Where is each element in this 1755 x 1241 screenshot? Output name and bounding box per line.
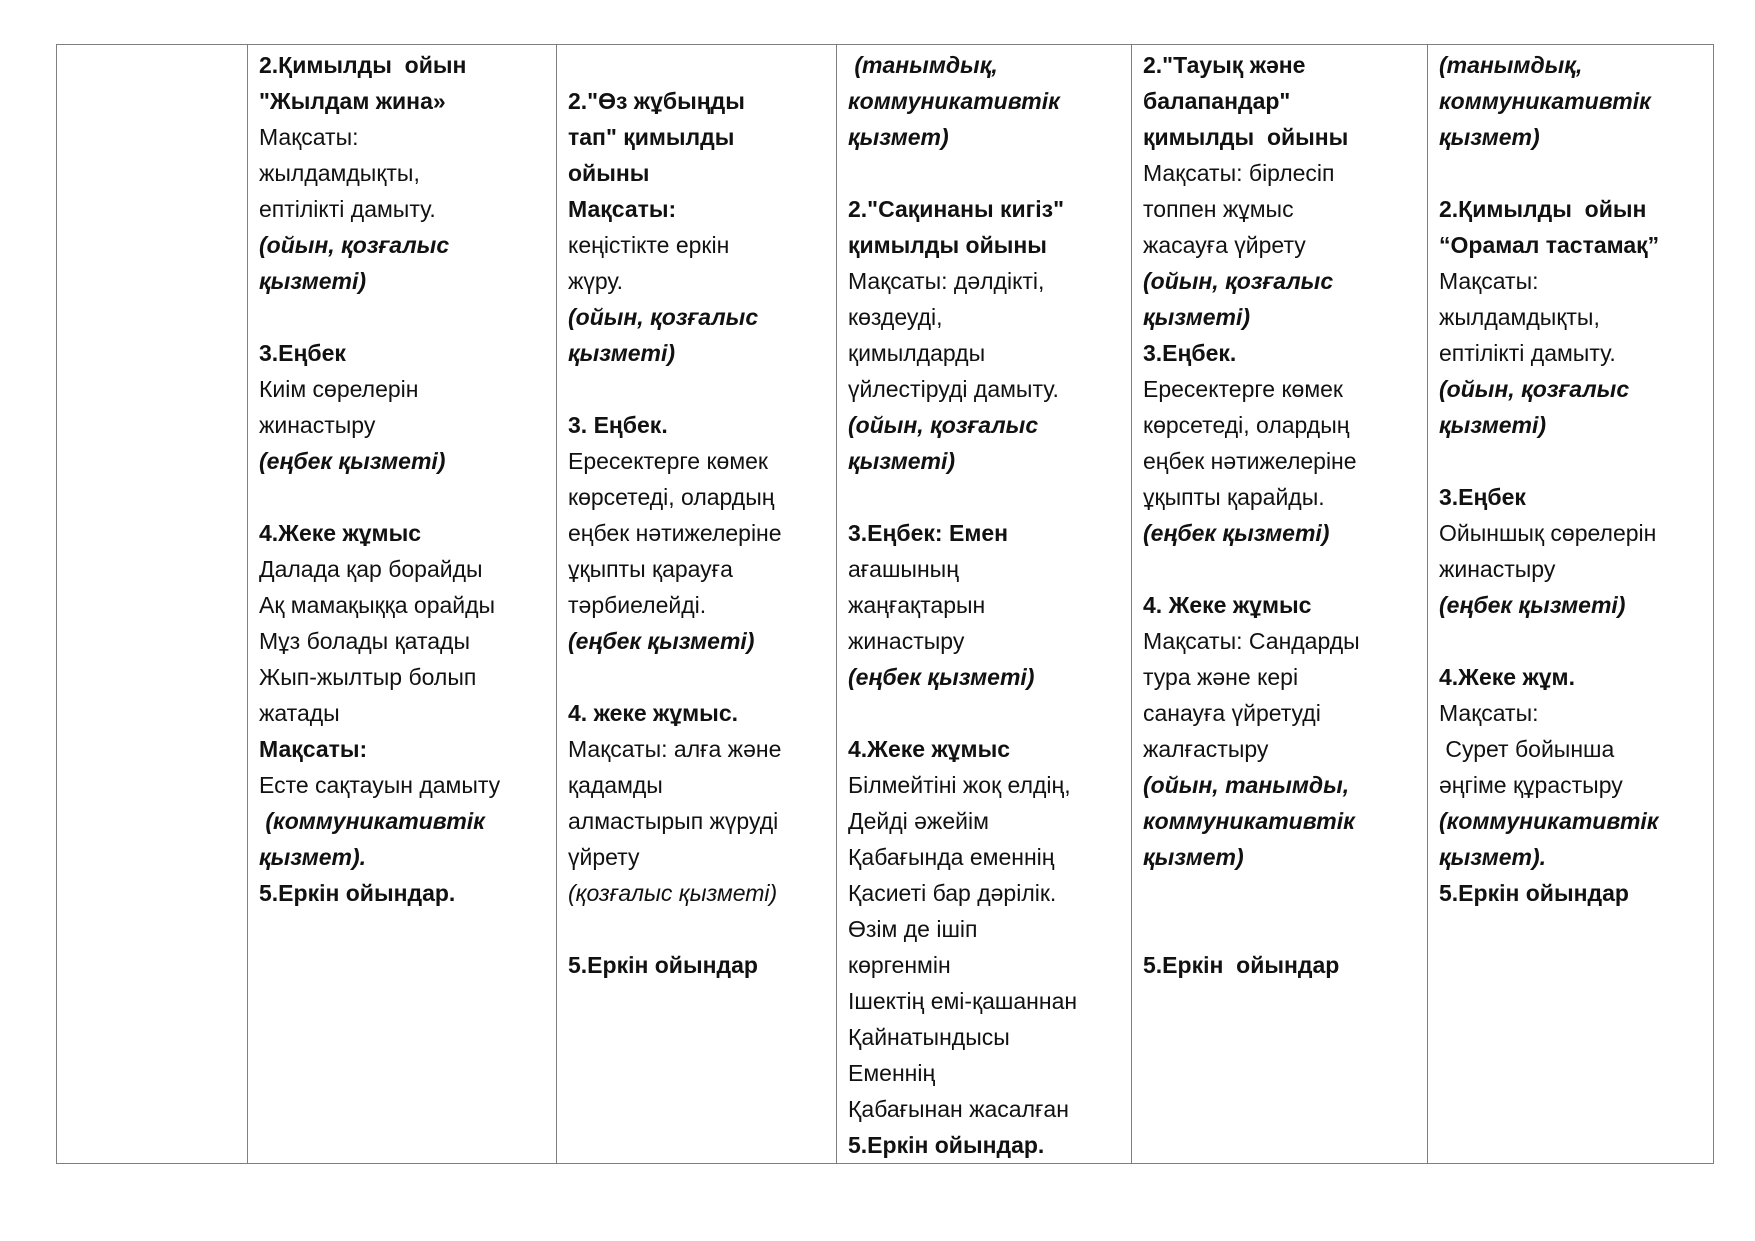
text-line: Мақсаты:: [1439, 268, 1539, 294]
text-line: Сурет бойынша: [1439, 736, 1615, 762]
text-line: жаңғақтарын: [848, 592, 986, 618]
blank-line: [848, 479, 1125, 515]
text-line: жинастыру: [1439, 556, 1556, 582]
text-line: (ойын, қозғалыс: [259, 232, 450, 258]
text-line: Мақсаты: Сандарды: [1143, 628, 1360, 654]
text-line: 5.Еркін ойындар: [568, 952, 758, 978]
text-line: 3.Еңбек: [259, 340, 346, 366]
text-line: 3. Еңбек.: [568, 412, 668, 438]
text-line: Жып-жылтыр болып: [259, 664, 477, 690]
text-line: 4.Жеке жұмыс: [259, 520, 421, 546]
text-line: Қайнатындысы: [848, 1024, 1010, 1050]
text-line: (коммуникативтік: [1439, 808, 1659, 834]
text-line: (еңбек қызметі): [1439, 592, 1626, 618]
table-cell-empty: [57, 45, 248, 1164]
text-line: “Орамал тастамақ”: [1439, 232, 1660, 258]
text-line: Мақсаты:: [259, 124, 359, 150]
blank-line: [1439, 155, 1707, 191]
text-line: Мұз болады қатады: [259, 628, 470, 654]
text-line: көргенмін: [848, 952, 951, 978]
text-line: Мақсаты: дәлдікті,: [848, 268, 1045, 294]
text-line: санауға үйретуді: [1143, 700, 1321, 726]
text-line: (қозғалыс қызметі): [568, 880, 778, 906]
text-line: ойыны: [568, 160, 650, 186]
text-line: кеңістікте еркін: [568, 232, 730, 258]
text-line: қызмет): [1439, 124, 1540, 150]
text-line: жинастыру: [848, 628, 965, 654]
text-line: 2.Қимылды ойын: [259, 52, 467, 78]
text-line: 2."Тауық және: [1143, 52, 1306, 78]
text-line: 2.Қимылды ойын: [1439, 196, 1647, 222]
text-line: Далада қар борайды: [259, 556, 483, 582]
text-line: үйлестіруді дамыту.: [848, 376, 1059, 402]
text-line: балапандар": [1143, 88, 1291, 114]
text-line: тәрбиелейді.: [568, 592, 707, 618]
text-line: көздеуді,: [848, 304, 943, 330]
text-line: 3.Еңбек: [1439, 484, 1526, 510]
text-line: 5.Еркін ойындар: [1143, 952, 1340, 978]
text-line: "Жылдам жина»: [259, 88, 446, 114]
table-cell-day-1: [248, 45, 557, 1164]
text-line: 5.Еркін ойындар: [1439, 880, 1629, 906]
text-line: Мақсаты: бірлесіп: [1143, 160, 1335, 186]
text-line: қызмет): [848, 124, 949, 150]
table-cell-day-4: [1132, 45, 1428, 1164]
text-line: Мақсаты:: [1439, 700, 1539, 726]
text-line: ептілікті дамыту.: [259, 196, 436, 222]
text-line: (ойын, танымды,: [1143, 772, 1350, 798]
text-line: (еңбек қызметі): [568, 628, 755, 654]
text-line: (танымдық,: [848, 52, 998, 78]
text-line: коммуникативтік: [1439, 88, 1651, 114]
text-line: Қабағынан жасалған: [848, 1096, 1069, 1122]
text-line: (ойын, қозғалыс: [568, 304, 759, 330]
text-line: Ойыншық сөрелерін: [1439, 520, 1657, 546]
text-line: 2."Сақинаны кигіз": [848, 196, 1064, 222]
text-line: 4. жеке жұмыс.: [568, 700, 738, 726]
table-cell-day-5: [1428, 45, 1714, 1164]
blank-line: [259, 479, 550, 515]
blank-line: [568, 371, 830, 407]
blank-line: [568, 47, 830, 83]
text-line: коммуникативтік: [848, 88, 1060, 114]
text-line: 3.Еңбек: Емен: [848, 520, 1009, 546]
text-line: қызметі): [259, 268, 367, 294]
text-line: Дейді әжейім: [848, 808, 989, 834]
table-cell-day-2: [557, 45, 837, 1164]
text-line: Ішектің емі-қашаннан: [848, 988, 1078, 1014]
text-line: жылдамдықты,: [259, 160, 420, 186]
text-line: Қабағында еменнің: [848, 844, 1055, 870]
text-line: Ақ мамақыққа орайды: [259, 592, 496, 618]
table-cell-day-3: [837, 45, 1132, 1164]
text-line: қызметі): [1439, 412, 1547, 438]
text-line: ептілікті дамыту.: [1439, 340, 1616, 366]
text-line: топпен жұмыс: [1143, 196, 1294, 222]
text-line: Білмейтіні жоқ елдің,: [848, 772, 1071, 798]
text-line: қызметі): [848, 448, 956, 474]
text-line: көрсетеді, олардың: [568, 484, 775, 510]
blank-line: [1143, 911, 1421, 947]
text-line: қимылды ойыны: [848, 232, 1047, 258]
text-line: қызметі): [568, 340, 676, 366]
text-line: қызмет): [1143, 844, 1244, 870]
blank-line: [1439, 623, 1707, 659]
text-line: ұқыпты қарайды.: [1143, 484, 1325, 510]
text-line: еңбек нәтижелеріне: [1143, 448, 1357, 474]
text-line: коммуникативтік: [1143, 808, 1355, 834]
text-line: қызмет).: [1439, 844, 1547, 870]
text-line: Киім сөрелерін: [259, 376, 419, 402]
text-line: (еңбек қызметі): [848, 664, 1035, 690]
text-line: алмастырып жүруді: [568, 808, 779, 834]
text-line: тап" қимылды: [568, 124, 735, 150]
text-line: жүру.: [568, 268, 624, 294]
text-line: Ересектерге көмек: [1143, 376, 1343, 402]
text-line: қызметі): [1143, 304, 1251, 330]
text-line: (еңбек қызметі): [1143, 520, 1330, 546]
text-line: қимылды ойыны: [1143, 124, 1349, 150]
text-line: ұқыпты қарауға: [568, 556, 733, 582]
text-line: үйрету: [568, 844, 640, 870]
text-line: көрсетеді, олардың: [1143, 412, 1350, 438]
text-line: (ойын, қозғалыс: [1143, 268, 1334, 294]
text-line: жылдамдықты,: [1439, 304, 1600, 330]
blank-line: [568, 659, 830, 695]
text-line: (еңбек қызметі): [259, 448, 446, 474]
text-line: еңбек нәтижелеріне: [568, 520, 782, 546]
text-line: қызмет).: [259, 844, 367, 870]
text-line: тура және кері: [1143, 664, 1299, 690]
text-line: 4.Жеке жұм.: [1439, 664, 1575, 690]
text-line: Мақсаты:: [568, 196, 677, 222]
text-line: Еменнің: [848, 1060, 936, 1086]
text-line: Ересектерге көмек: [568, 448, 768, 474]
text-line: 4. Жеке жұмыс: [1143, 592, 1312, 618]
text-line: ағашының: [848, 556, 959, 582]
text-line: (ойын, қозғалыс: [1439, 376, 1630, 402]
text-line: жасауға үйрету: [1143, 232, 1306, 258]
text-line: Есте сақтауын дамыту: [259, 772, 501, 798]
text-line: (ойын, қозғалыс: [848, 412, 1039, 438]
text-line: 5.Еркін ойындар.: [259, 880, 456, 906]
blank-line: [848, 155, 1125, 191]
blank-line: [1439, 443, 1707, 479]
text-line: жалғастыру: [1143, 736, 1269, 762]
text-line: қадамды: [568, 772, 663, 798]
text-line: қимылдарды: [848, 340, 986, 366]
blank-line: [848, 695, 1125, 731]
text-line: (танымдық,: [1439, 52, 1583, 78]
table-row: [57, 45, 1714, 1164]
text-line: Өзім де ішіп: [848, 916, 978, 942]
text-line: Мақсаты:: [259, 736, 368, 762]
text-line: 3.Еңбек.: [1143, 340, 1237, 366]
text-line: 5.Еркін ойындар.: [848, 1132, 1045, 1158]
blank-line: [1143, 875, 1421, 911]
text-line: 4.Жеке жұмыс: [848, 736, 1010, 762]
text-line: (коммуникативтік: [259, 808, 485, 834]
plan-table: [56, 44, 1714, 1164]
text-line: жинастыру: [259, 412, 376, 438]
text-line: әңгіме құрастыру: [1439, 772, 1623, 798]
text-line: Қасиеті бар дәрілік.: [848, 880, 1057, 906]
text-line: жатады: [259, 700, 340, 726]
blank-line: [1143, 551, 1421, 587]
text-line: 2."Өз жұбыңды: [568, 88, 745, 114]
blank-line: [568, 911, 830, 947]
text-line: Мақсаты: алға және: [568, 736, 782, 762]
blank-line: [259, 299, 550, 335]
